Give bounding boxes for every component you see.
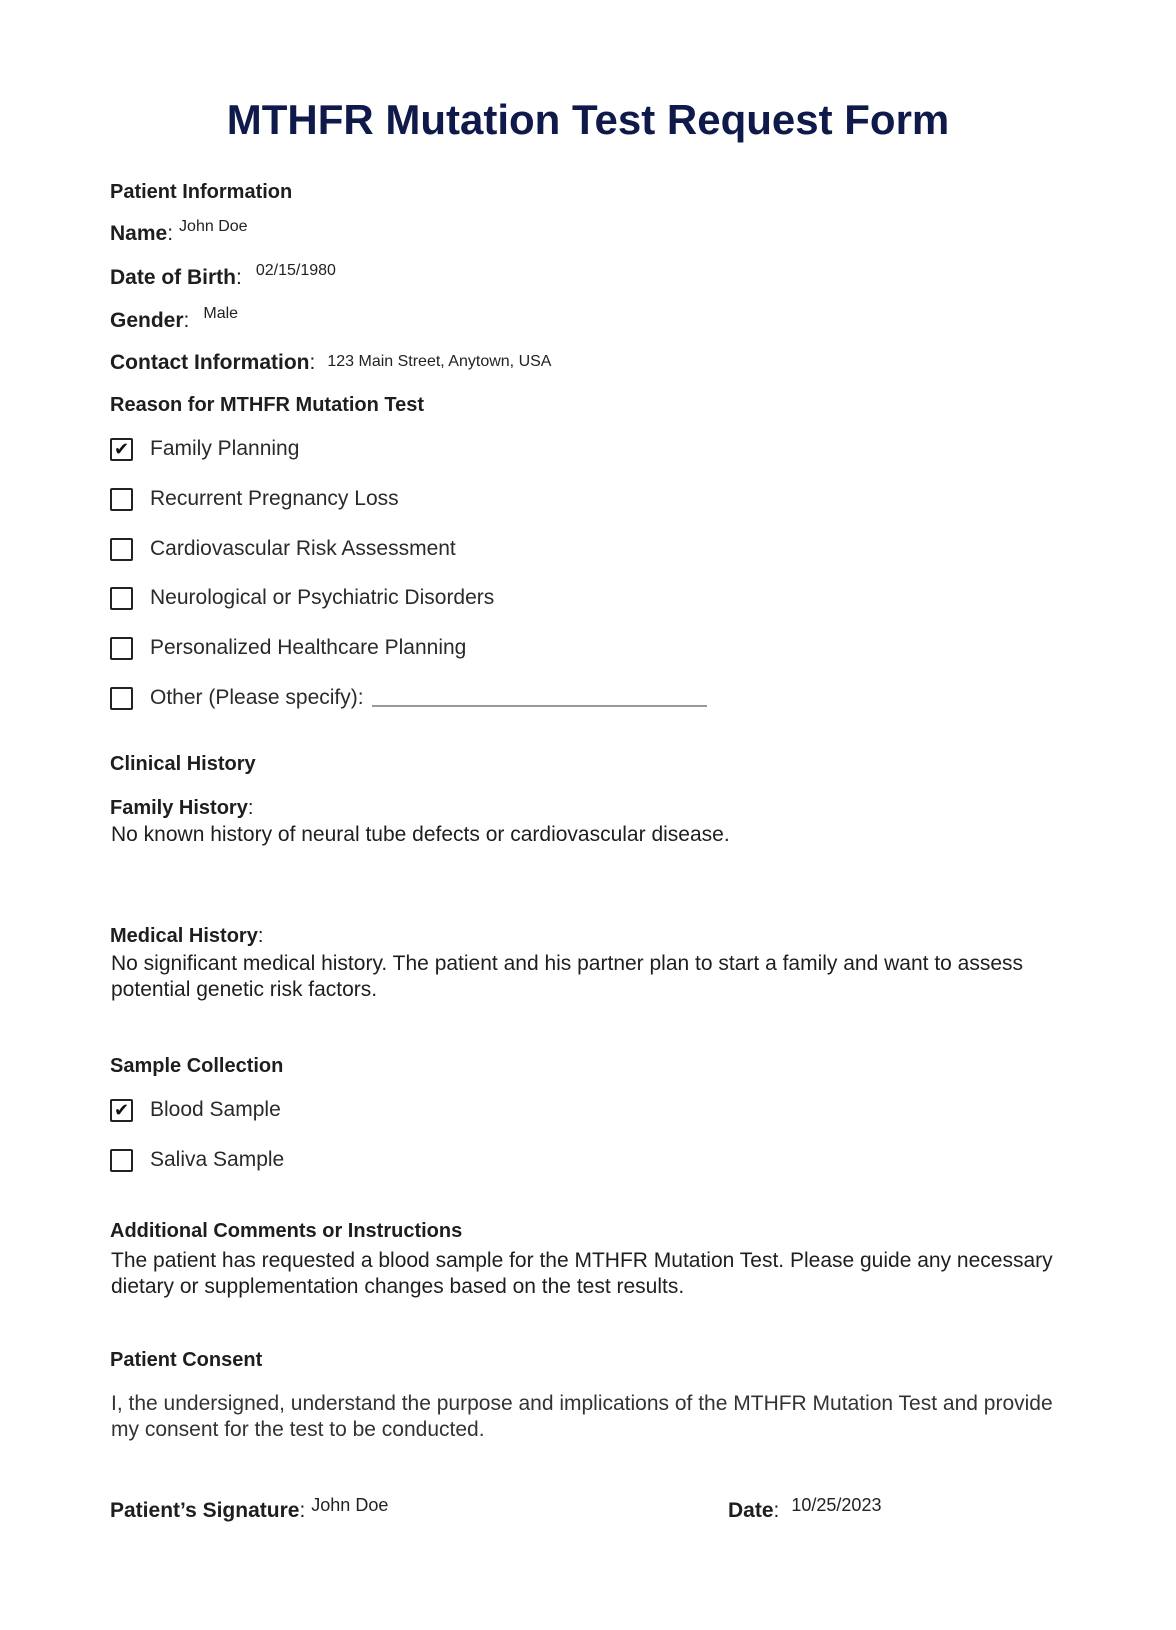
contact-field	[110, 351, 551, 375]
option-label: Cardiovascular Risk Assessment	[150, 537, 456, 560]
checkbox[interactable]	[110, 1149, 133, 1172]
family-history-label	[110, 797, 253, 820]
option-label: Recurrent Pregnancy Loss	[150, 487, 399, 510]
dob-label: Date of Birth	[110, 266, 236, 289]
name-field	[110, 218, 248, 246]
reason-option[interactable]	[110, 537, 456, 561]
comments-heading: Additional Comments or Instructions	[110, 1220, 463, 1242]
page-title: MTHFR Mutation Test Request Form	[226, 96, 950, 143]
reason-heading: Reason for MTHFR Mutation Test	[110, 394, 425, 416]
gender-field	[110, 305, 239, 333]
check-icon: ✔	[113, 1100, 130, 1120]
colon: :	[299, 1499, 306, 1522]
family-history-label-text: Family History	[110, 797, 248, 819]
reason-option[interactable]	[110, 636, 466, 660]
checkbox[interactable]	[110, 538, 133, 561]
checkbox[interactable]	[110, 488, 133, 511]
date-value[interactable]: 10/25/2023	[791, 1495, 882, 1515]
medical-history-text: No significant medical history. The patient and his partner plan to start a family and want to assess potential genetic risk factors.	[111, 952, 1024, 1001]
clinical-history-heading: Clinical History	[110, 753, 256, 775]
signature-field	[110, 1495, 389, 1523]
option-label: Neurological or Psychiatric Disorders	[150, 586, 495, 609]
contact-label: Contact Information	[110, 351, 310, 374]
family-history-text: No known history of neural tube defects or cardiovascular disease.	[111, 823, 730, 846]
date-label: Date	[728, 1499, 774, 1522]
colon: :	[257, 925, 264, 947]
reason-option[interactable]	[110, 586, 494, 610]
medical-history-label	[110, 925, 263, 948]
colon: :	[236, 266, 242, 289]
consent-text: I, the undersigned, understand the purpose and implications of the MTHFR Mutation Test and provide my consent for the test to be conducted.	[111, 1392, 1053, 1441]
reason-option-other[interactable]	[110, 686, 707, 710]
name-label: Name	[110, 222, 168, 245]
checkbox-checked[interactable]	[110, 438, 133, 461]
colon: :	[773, 1499, 780, 1522]
checkbox[interactable]	[110, 587, 133, 610]
option-label: Saliva Sample	[150, 1148, 285, 1171]
signature-value[interactable]: John Doe	[311, 1495, 389, 1515]
contact-value[interactable]: 123 Main Street, Anytown, USA	[327, 353, 552, 370]
sample-collection-heading: Sample Collection	[110, 1055, 284, 1077]
option-label: Family Planning	[150, 437, 300, 460]
colon: :	[167, 222, 174, 245]
colon: :	[309, 351, 316, 374]
reason-option[interactable]	[110, 487, 399, 511]
checkbox[interactable]	[110, 637, 133, 660]
check-icon: ✔	[113, 439, 130, 459]
colon: :	[247, 797, 254, 819]
consent-heading: Patient Consent	[110, 1349, 263, 1371]
dob-field	[110, 262, 336, 290]
reason-option[interactable]	[110, 437, 299, 461]
comments-text: The patient has requested a blood sample for the MTHFR Mutation Test. Please guide any necessary dietary or supplementation changes based on the test results.	[111, 1249, 1053, 1298]
colon: :	[183, 309, 190, 332]
checkbox[interactable]	[110, 687, 133, 710]
option-label: Other (Please specify):	[150, 686, 364, 709]
date-field	[728, 1495, 882, 1523]
gender-value[interactable]: Male	[203, 305, 239, 322]
patient-information-heading: Patient Information	[110, 181, 293, 203]
option-label: Personalized Healthcare Planning	[150, 636, 467, 659]
medical-history-label-text: Medical History	[110, 925, 258, 947]
gender-label: Gender	[110, 309, 184, 332]
signature-label: Patient’s Signature	[110, 1499, 300, 1522]
other-specify-input[interactable]	[372, 689, 707, 707]
dob-value[interactable]: 02/15/1980	[255, 262, 336, 279]
name-value[interactable]: John Doe	[179, 218, 248, 235]
option-label: Blood Sample	[150, 1098, 281, 1121]
sample-option[interactable]	[110, 1148, 284, 1172]
sample-option[interactable]	[110, 1098, 281, 1122]
checkbox-checked[interactable]	[110, 1099, 133, 1122]
